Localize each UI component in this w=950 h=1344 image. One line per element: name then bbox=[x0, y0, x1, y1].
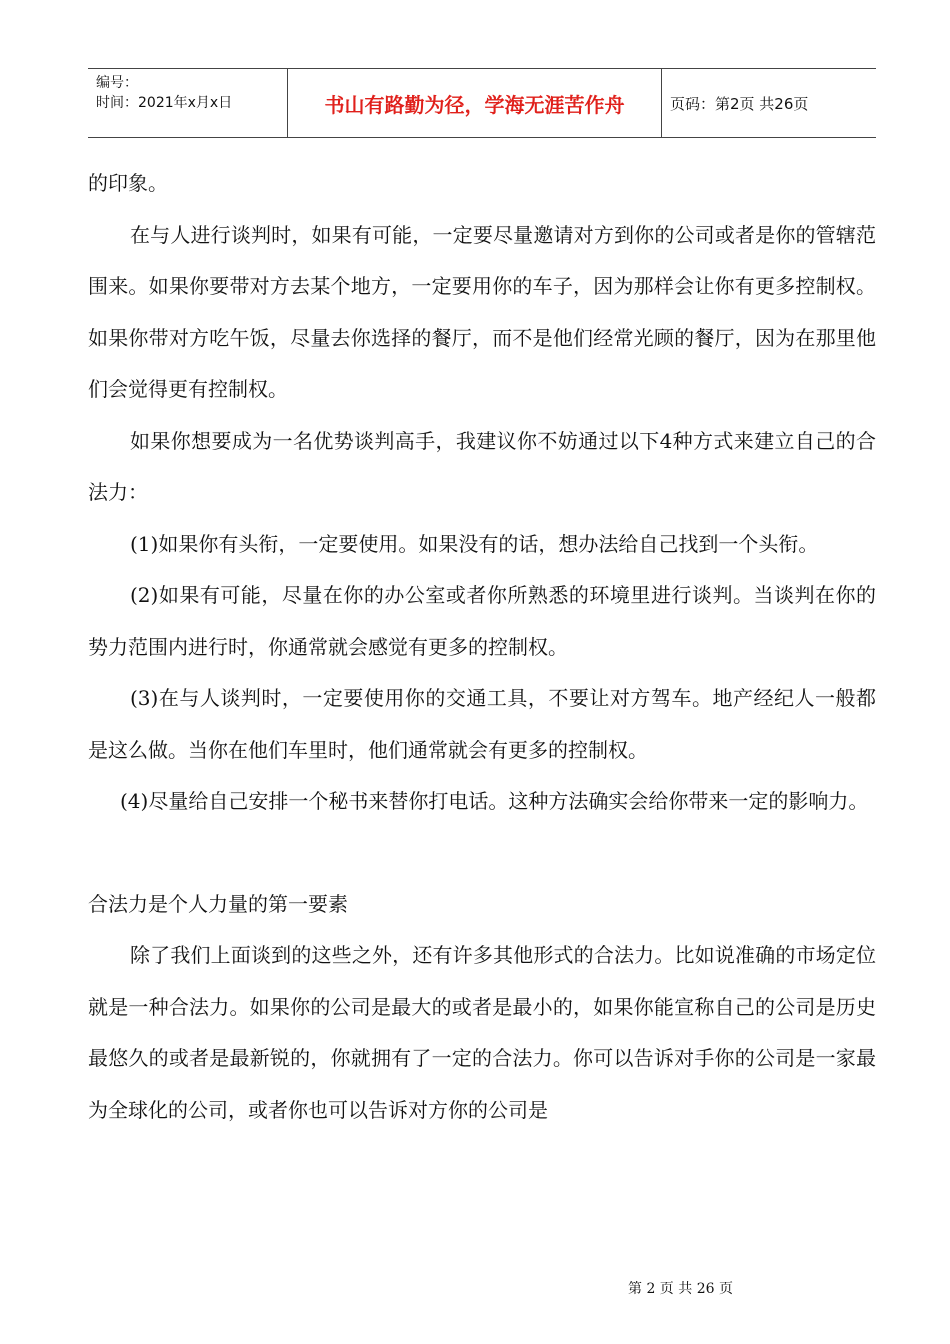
list-item: (4)尽量给自己安排一个秘书来替你打电话。这种方法确实会给你带来一定的影响力。 bbox=[120, 789, 869, 813]
paragraph: 除了我们上面谈到的这些之外，还有许多其他形式的合法力。比如说准确的市场定位就是一种合法力。如果你的公司是最大的或者是最小的，如果你能宣称自己的公司是历史最悠久的或者是最新锐的，你就拥有了一定的合法力。你可以告诉对手你的公司是一家最为全球化的公司，或者你也可以告诉对方你的公司是 bbox=[88, 943, 876, 1122]
page-header bbox=[88, 68, 876, 138]
list-item: (3)在与人谈判时，一定要使用你的交通工具，不要让对方驾车。地产经纪人一般都是这么做。当你在他们车里时，他们通常就会有更多的控制权。 bbox=[88, 686, 876, 762]
paragraph: 在与人进行谈判时，如果有可能，一定要尽量邀请对方到你的公司或者是你的管辖范围来。如果你要带对方去某个地方，一定要用你的车子，因为那样会让你有更多控制权。如果你带对方吃午饭，尽量去你选择的餐厅，而不是他们经常光顾的餐厅，因为在那里他们会觉得更有控制权。 bbox=[88, 222, 876, 401]
spacer bbox=[88, 828, 876, 879]
paragraph: 如果你想要成为一名优势谈判高手，我建议你不妨通过以下4种方式来建立自己的合法力： bbox=[88, 428, 876, 504]
time-label: 时间：2021年x月x日 bbox=[96, 95, 233, 111]
header-meta bbox=[88, 69, 288, 137]
document-body bbox=[88, 158, 876, 1136]
paragraph: 的印象。 bbox=[88, 171, 168, 195]
list-item: (2)如果有可能，尽量在你的办公室或者你所熟悉的环境里进行谈判。当谈判在你的势力范围内进行时，你通常就会感觉有更多的控制权。 bbox=[88, 583, 876, 659]
page-number: 第 2 页 共 26 页 bbox=[628, 1281, 733, 1297]
header-motto: 书山有路勤为径，学海无涯苦作舟 bbox=[288, 69, 662, 137]
header-page-info: 页码：第2页 共26页 bbox=[670, 94, 809, 113]
section-heading: 合法力是个人力量的第一要素 bbox=[88, 891, 348, 916]
serial-label: 编号： bbox=[96, 75, 138, 91]
list-item: (1)如果你有头衔，一定要使用。如果没有的话，想办法给自己找到一个头衔。 bbox=[130, 531, 819, 556]
